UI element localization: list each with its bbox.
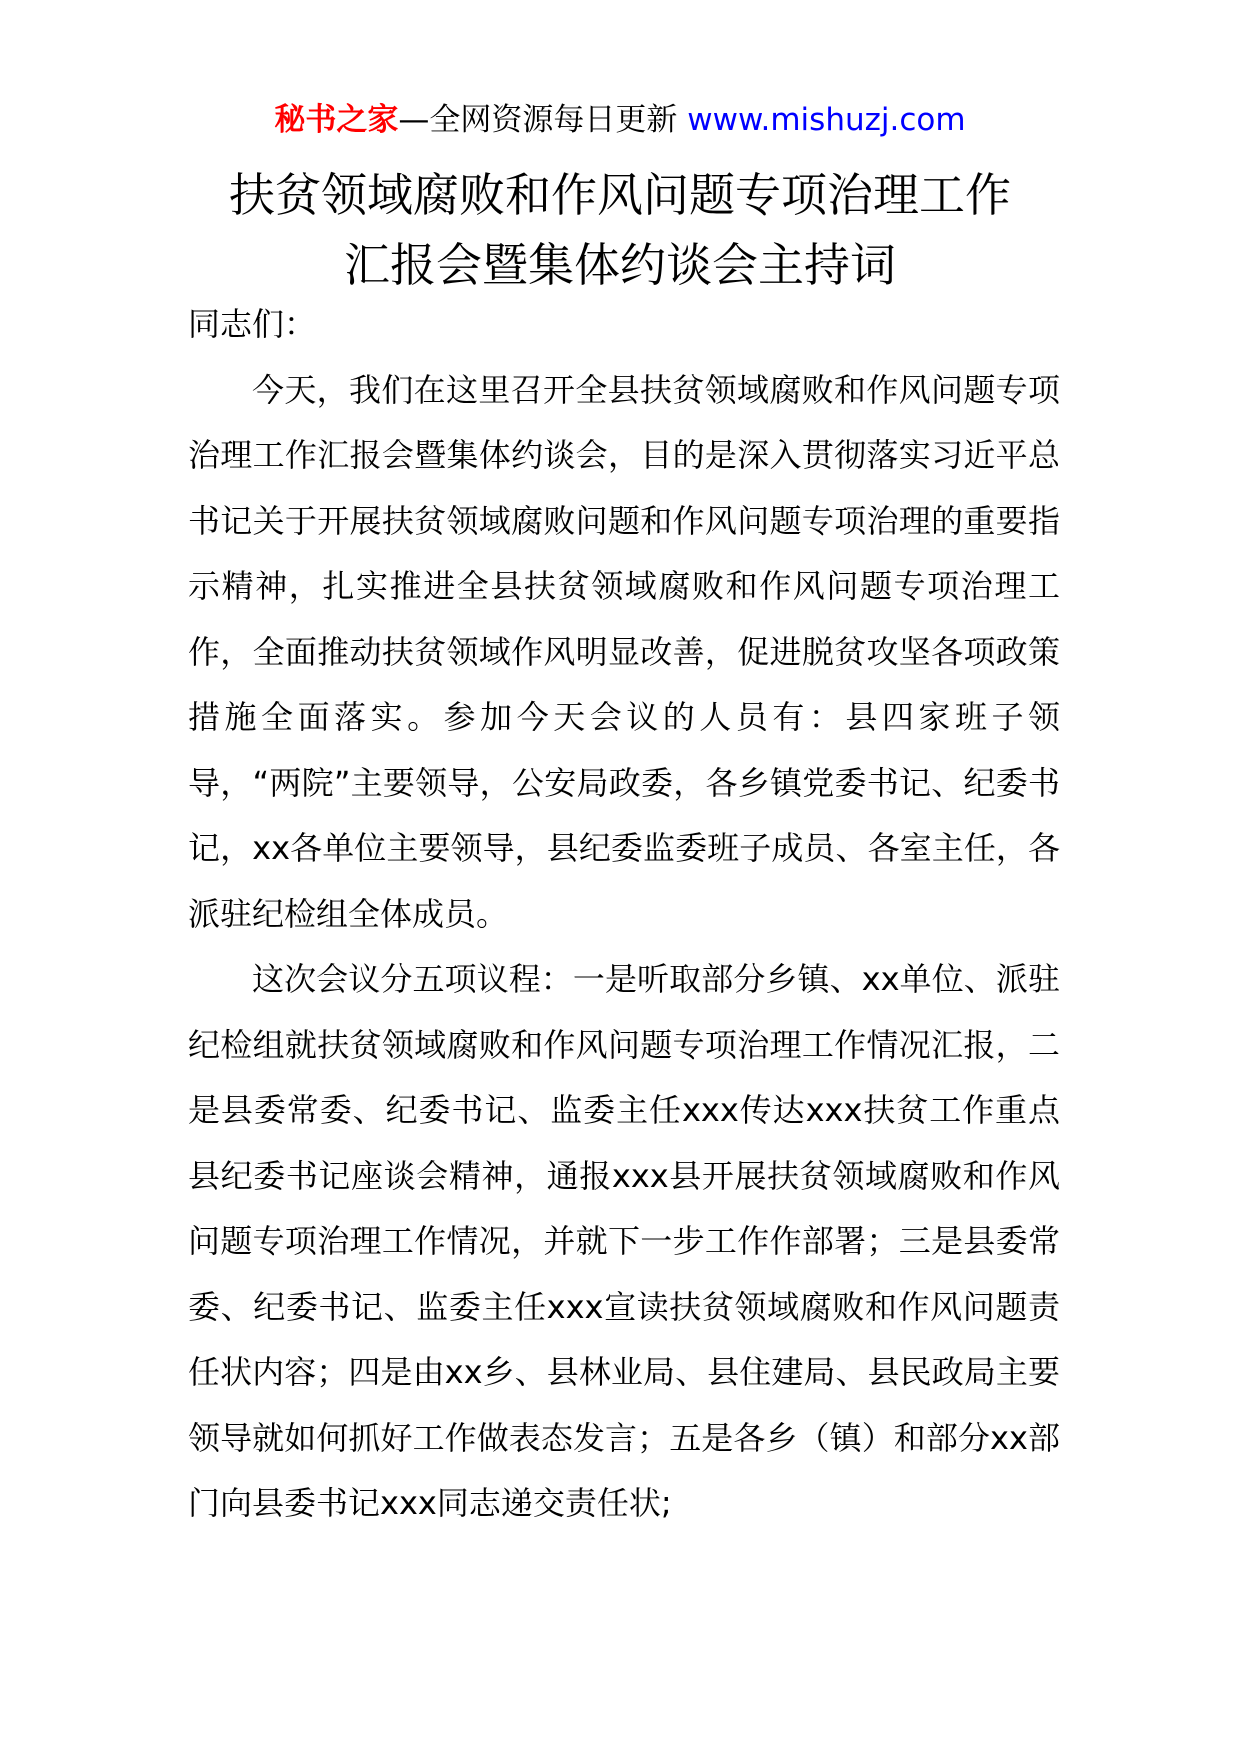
title-line-1: 扶贫领域腐败和作风问题专项治理工作: [229, 168, 1011, 222]
site-url-link[interactable]: www.mishuzj.com: [687, 102, 966, 138]
brand-name: 秘书之家: [274, 102, 399, 138]
site-header: [0, 100, 1240, 140]
header-tagline: —全网资源每日更新: [398, 102, 678, 138]
body-paragraph-2: 这次会议分五项议程：一是听取部分乡镇、xx单位、派驻纪检组就扶贫领域腐败和作风问题专项治理工作情况汇报，二是县委常委、纪委书记、监委主任xxx传达xxx扶贫工作重点县纪委书记座谈会精神，通报xxx县开展扶贫领域腐败和作风问题专项治理工作情况，并就下一步工作作部署；三是县委常委、纪委书记、监委主任xxx宣读扶贫领域腐败和作风问题责任状内容；四是由xx乡、县林业局、县住建局、县民政局主要领导就如何抓好工作做表态发言；五是各乡（镇）和部分xx部门向县委书记xxx同志递交责任状;: [188, 960, 1060, 1522]
body-paragraph-1: 今天，我们在这里召开全县扶贫领域腐败和作风问题专项治理工作汇报会暨集体约谈会，目的是深入贯彻落实习近平总书记关于开展扶贫领域腐败问题和作风问题专项治理的重要指示精神，扎实推进全县扶贫领域腐败和作风问题专项治理工作，全面推动扶贫领域作风明显改善，促进脱贫攻坚各项政策措施全面落实。参加今天会议的人员有：县四家班子领导，“两院”主要领导，公安局政委，各乡镇党委书记、纪委书记，xx各单位主要领导，县纪委监委班子成员、各室主任，各派驻纪检组全体成员。: [188, 370, 1060, 933]
title-line-2: 汇报会暨集体约谈会主持词: [344, 238, 896, 292]
salutation: 同志们：: [188, 305, 317, 343]
document-body: [188, 292, 1060, 1537]
document-title: [0, 160, 1240, 300]
